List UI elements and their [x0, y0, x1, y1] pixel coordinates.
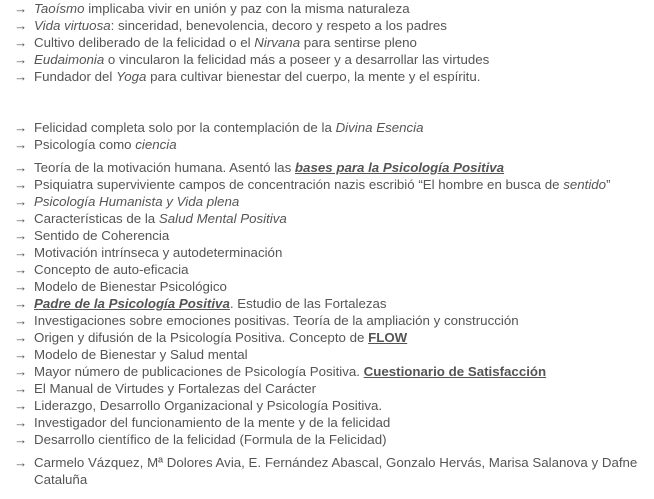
arrow-right-icon: → [14, 228, 28, 243]
text-run: El Manual de Virtudes y Fortalezas del Carácter [34, 381, 317, 396]
arrow-right-icon: → [14, 262, 28, 277]
list-item-text [34, 51, 646, 68]
italic-text: Yoga [116, 69, 147, 84]
arrow-right-icon: → [14, 194, 28, 209]
arrow-right-icon: → [14, 398, 28, 413]
list-item-text [34, 261, 646, 278]
list-group-authors [14, 159, 646, 448]
list-item-text [34, 17, 646, 34]
text-run: Investigaciones sobre emociones positivas. Teoría de la ampliación y construcción [34, 313, 519, 328]
text-run: Concepto de auto-eficacia [34, 262, 189, 277]
hyperlink[interactable]: Padre de la Psicología Positiva [34, 296, 230, 311]
list-item [14, 329, 646, 346]
list-item-text [34, 414, 646, 431]
list-item [14, 244, 646, 261]
text-run: Fundador del [34, 69, 117, 84]
list-item-text [34, 380, 646, 397]
document-body [14, 0, 646, 488]
list-item [14, 34, 646, 51]
arrow-right-icon: → [14, 245, 28, 260]
arrow-right-icon: → [14, 313, 28, 328]
list-item-text [34, 454, 646, 488]
arrow-right-icon: → [14, 137, 28, 152]
list-item [14, 312, 646, 329]
arrow-right-icon: → [14, 347, 28, 362]
text-run: ” [606, 177, 611, 192]
text-run: Desarrollo científico de la felicidad (Formula de la Felicidad) [34, 432, 387, 447]
list-group-spanish-authors [14, 454, 646, 488]
arrow-right-icon: → [14, 177, 28, 192]
italic-text: Taoísmo [34, 1, 85, 16]
text-run: Cultivo deliberado de la felicidad o el [34, 35, 255, 50]
text-run: o vincularon la felicidad más a poseer y a desarrollar las virtudes [104, 52, 490, 67]
list-item [14, 0, 646, 17]
list-group-origins [14, 0, 646, 85]
list-item [14, 136, 646, 153]
arrow-right-icon: → [14, 18, 28, 33]
arrow-right-icon: → [14, 455, 28, 470]
list-item-text [34, 244, 646, 261]
list-item-text [34, 159, 646, 176]
list-item-text [34, 278, 646, 295]
list-item [14, 51, 646, 68]
list-item [14, 159, 646, 176]
text-run: para sentirse pleno [300, 35, 417, 50]
list-item [14, 454, 646, 488]
list-item-text [34, 0, 646, 17]
text-run: Carmelo Vázquez, Mª Dolores Avia, E. Fernández Abascal, Gonzalo Hervás, Marisa Salanova y Dafne Cataluña [34, 455, 638, 487]
list-item-text [34, 227, 646, 244]
list-item [14, 227, 646, 244]
arrow-right-icon: → [14, 160, 28, 175]
list-item [14, 68, 646, 85]
list-item [14, 176, 646, 193]
arrow-right-icon: → [14, 364, 28, 379]
italic-text: Nirvana [254, 35, 301, 50]
list-item [14, 414, 646, 431]
arrow-right-icon: → [14, 211, 28, 226]
text-run: Psicología como [34, 137, 136, 152]
hyperlink[interactable]: bases para la Psicología Positiva [294, 160, 505, 175]
text-run: Origen y difusión de la Psicología Positiva. Concepto de [34, 330, 369, 345]
list-item-text [34, 431, 646, 448]
text-run: implicaba vivir en unión y paz con la misma naturaleza [84, 1, 410, 16]
list-item [14, 278, 646, 295]
list-item-text [34, 136, 646, 153]
text-run: Teoría de la motivación humana. Asentó las [34, 160, 295, 175]
list-item-text [34, 34, 646, 51]
italic-text: Vida virtuosa [34, 18, 111, 33]
text-run: Psiquiatra superviviente campos de concentración nazis escribió “El hombre en busca de [34, 177, 564, 192]
hyperlink[interactable]: FLOW [368, 330, 408, 345]
arrow-right-icon: → [14, 279, 28, 294]
list-item [14, 295, 646, 312]
text-run: Características de la [34, 211, 159, 226]
arrow-right-icon: → [14, 120, 28, 135]
italic-text: sentido [563, 177, 607, 192]
text-run: Mayor número de publicaciones de Psicología Positiva. [34, 364, 364, 379]
arrow-right-icon: → [14, 52, 28, 67]
list-item-text [34, 193, 646, 210]
text-run: Motivación intrínseca y autodeterminación [34, 245, 283, 260]
list-item [14, 193, 646, 210]
italic-text: Salud Mental Positiva [158, 211, 287, 226]
list-item [14, 380, 646, 397]
arrow-right-icon: → [14, 296, 28, 311]
hyperlink[interactable]: Cuestionario de Satisfacción [363, 364, 547, 379]
italic-text: ciencia [135, 137, 177, 152]
list-item-text [34, 312, 646, 329]
text-run: . Estudio de las Fortalezas [229, 296, 387, 311]
list-item-text [34, 119, 646, 136]
list-item [14, 397, 646, 414]
arrow-right-icon: → [14, 35, 28, 50]
list-item-text [34, 68, 646, 85]
text-run: Investigador del funcionamiento de la mente y de la felicidad [34, 415, 391, 430]
text-run: : sinceridad, benevolencia, decoro y respeto a los padres [110, 18, 447, 33]
arrow-right-icon: → [14, 381, 28, 396]
list-item-text [34, 295, 646, 312]
arrow-right-icon: → [14, 432, 28, 447]
italic-text: Eudaimonia [34, 52, 105, 67]
list-item-text [34, 346, 646, 363]
list-item-text [34, 363, 646, 380]
text-run: Felicidad completa solo por la contemplación de la [34, 120, 336, 135]
text-run: Sentido de Coherencia [34, 228, 170, 243]
arrow-right-icon: → [14, 1, 28, 16]
text-run: Modelo de Bienestar Psicológico [34, 279, 227, 294]
arrow-right-icon: → [14, 69, 28, 84]
italic-text: Divina Esencia [335, 120, 424, 135]
text-run: para cultivar bienestar del cuerpo, la mente y el espíritu. [146, 69, 481, 84]
list-item [14, 431, 646, 448]
arrow-right-icon: → [14, 330, 28, 345]
list-group-religion-science [14, 119, 646, 153]
list-item [14, 261, 646, 278]
list-item [14, 17, 646, 34]
list-item [14, 346, 646, 363]
list-item-text [34, 176, 646, 193]
list-item [14, 363, 646, 380]
arrow-right-icon: → [14, 415, 28, 430]
spacer [14, 85, 646, 119]
list-item-text [34, 397, 646, 414]
list-item [14, 119, 646, 136]
list-item-text [34, 210, 646, 227]
list-item [14, 210, 646, 227]
italic-text: Psicología Humanista y Vida plena [34, 194, 240, 209]
text-run: Liderazgo, Desarrollo Organizacional y Psicología Positiva. [34, 398, 383, 413]
text-run: Modelo de Bienestar y Salud mental [34, 347, 248, 362]
list-item-text [34, 329, 646, 346]
